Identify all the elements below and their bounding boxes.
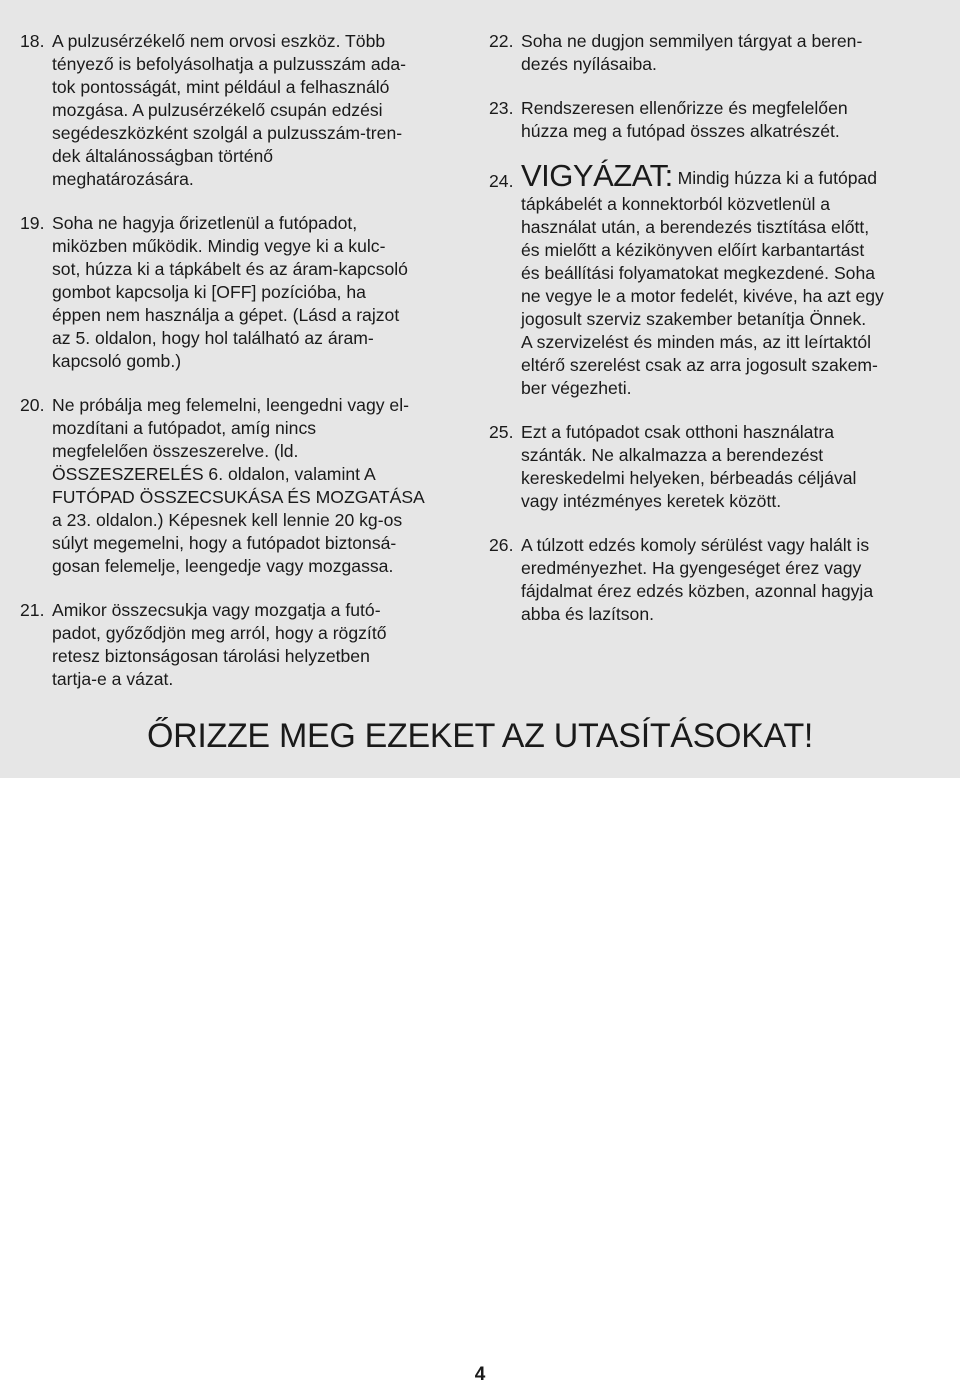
item-text — [521, 158, 944, 400]
text-line: A pulzusérzékelő nem orvosi eszköz. Több — [52, 31, 386, 51]
text-line: szánták. Ne alkalmazza a berendezést — [521, 445, 824, 465]
text-line: fájdalmat érez edzés közben, azonnal hagyja — [521, 581, 874, 601]
text-line: kapcsoló gomb.) — [52, 351, 182, 371]
text-line: gosan felemelje, leengedje vagy mozgassa. — [52, 556, 394, 576]
item-number: 22. — [489, 31, 514, 51]
warning-text: Mindig húzza ki a futópad — [677, 168, 878, 188]
text-line: eltérő szerelést csak az arra jogosult szakem- — [521, 355, 878, 375]
item-number: 23. — [489, 98, 514, 118]
text-line: eredményezhet. Ha gyengeséget érez vagy — [521, 558, 862, 578]
text-line: meghatározására. — [52, 169, 194, 189]
item-number: 18. — [20, 31, 45, 51]
text-line: tényező is befolyásolhatja a pulzusszám ada- — [52, 54, 407, 74]
text-line: Soha ne hagyja őrizetlenül a futópadot, — [52, 213, 358, 233]
text-line: FUTÓPAD ÖSSZECSUKÁSA ÉS MOZGATÁSA — [52, 487, 425, 507]
item-text — [521, 534, 944, 626]
text-line: A túlzott edzés komoly sérülést vagy halált is — [521, 535, 870, 555]
text-line: gombot kapcsolja ki [OFF] pozícióba, ha — [52, 282, 366, 302]
text-line: dezés nyílásaiba. — [521, 54, 657, 74]
text-line: sot, húzza ki a tápkábelt és az áram-kapcsoló — [52, 259, 408, 279]
item-number: 21. — [20, 600, 45, 620]
item-number: 25. — [489, 422, 514, 442]
list-item-21 — [20, 599, 472, 691]
item-text — [52, 212, 472, 373]
item-number: 20. — [20, 395, 45, 415]
text-line: éppen nem használja a gépet. (Lásd a rajzot — [52, 305, 400, 325]
text-line: abba és lazítson. — [521, 604, 655, 624]
left-column — [20, 30, 472, 712]
list-item-23 — [489, 97, 944, 143]
list-item-20 — [20, 394, 472, 578]
item-text — [521, 97, 944, 143]
text-line: Ne próbálja meg felemelni, leengedni vagy el- — [52, 395, 409, 415]
item-text — [521, 30, 944, 76]
text-line: kereskedelmi helyeken, bérbeadás céljával — [521, 468, 857, 488]
warning-label: VIGYÁZAT: — [521, 158, 673, 193]
item-text — [52, 394, 472, 578]
text-line: jogosult szerviz szakember betanítja Önnek. — [521, 309, 867, 329]
text-line: retesz biztonságosan tárolási helyzetben — [52, 646, 370, 666]
text-line: húzza meg a futópad összes alkatrészét. — [521, 121, 840, 141]
text-line: és beállítási folyamatokat megkezdené. Soha — [521, 263, 876, 283]
text-line: tartja-e a vázat. — [52, 669, 174, 689]
text-line: tápkábelét a konnektorból közvetlenül a — [521, 194, 831, 214]
text-line: megfelelően összeszerelve. (ld. — [52, 441, 299, 461]
text-line: Rendszeresen ellenőrizze és megfelelően — [521, 98, 848, 118]
text-line: használat után, a berendezés tisztítása előtt, — [521, 217, 870, 237]
text-line: mozdítani a futópadot, amíg nincs — [52, 418, 317, 438]
list-item-26 — [489, 534, 944, 626]
text-line: segédeszközként szolgál a pulzusszám-tren- — [52, 123, 403, 143]
text-line: mozgása. A pulzusérzékelő csupán edzési — [52, 100, 383, 120]
text-line: ne vegye le a motor fedelét, kivéve, ha azt egy — [521, 286, 884, 306]
list-item-19 — [20, 212, 472, 373]
text-line: és mielőtt a kézikönyven előírt karbantartást — [521, 240, 865, 260]
list-item-25 — [489, 421, 944, 513]
text-line: a 23. oldalon.) Képesnek kell lennie 20 kg-os — [52, 510, 403, 530]
item-number: 19. — [20, 213, 45, 233]
item-number: 26. — [489, 535, 514, 555]
save-instructions-heading: ŐRIZZE MEG EZEKET AZ UTASÍTÁSOKAT! — [146, 717, 814, 755]
item-text — [521, 421, 944, 513]
text-line: súlyt megemelni, hogy a futópadot biztonsá- — [52, 533, 397, 553]
right-column — [489, 30, 944, 647]
item-number: 24. — [489, 171, 514, 191]
text-line: dek általánosságban történő — [52, 146, 274, 166]
text-line: Amikor összecsukja vagy mozgatja a futó- — [52, 600, 381, 620]
text-line: miközben működik. Mindig vegye ki a kulc- — [52, 236, 386, 256]
list-item-24 — [489, 158, 944, 400]
text-line: ÖSSZESZERELÉS 6. oldalon, valamint A — [52, 464, 376, 484]
text-line: padot, győződjön meg arról, hogy a rögzítő — [52, 623, 387, 643]
text-line: az 5. oldalon, hogy hol található az áram- — [52, 328, 374, 348]
item-text — [52, 30, 472, 191]
text-line: Ezt a futópadot csak otthoni használatra — [521, 422, 834, 442]
text-line: tok pontosságát, mint például a felhasználó — [52, 77, 390, 97]
text-line: vagy intézményes keretek között. — [521, 491, 782, 511]
list-item-22 — [489, 30, 944, 76]
text-line: ber végezheti. — [521, 378, 632, 398]
text-line: Soha ne dugjon semmilyen tárgyat a beren- — [521, 31, 863, 51]
warning-line — [521, 158, 944, 193]
list-item-18 — [20, 30, 472, 191]
text-line: A szervizelést és minden más, az itt leírtaktól — [521, 332, 872, 352]
item-text — [52, 599, 472, 691]
page-number: 4 — [474, 1364, 486, 1385]
